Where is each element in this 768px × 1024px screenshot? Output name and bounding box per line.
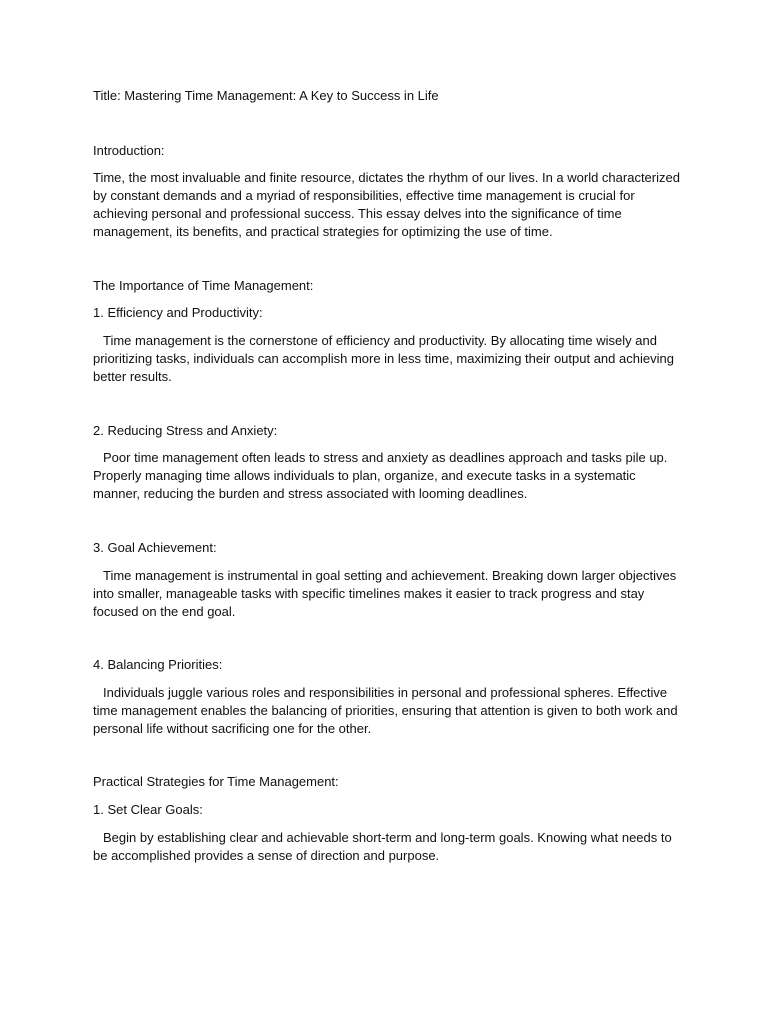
importance-point-heading: 3. Goal Achievement:	[93, 540, 217, 555]
importance-point-heading: 1. Efficiency and Productivity:	[93, 305, 263, 320]
strategy-point-heading: 1. Set Clear Goals:	[93, 802, 203, 817]
importance-point-heading: 4. Balancing Priorities:	[93, 657, 223, 672]
introduction-paragraph: Time, the most invaluable and finite resource, dictates the rhythm of our lives. In a world characterized by constant demands and a myriad of responsibilities, effective time management is crucial for achieving personal and professional success. This essay delves into the significance of time management, its benefits, and practical strategies for optimizing the use of time.	[93, 170, 680, 239]
importance-point-heading: 2. Reducing Stress and Anxiety:	[93, 423, 278, 438]
strategy-point-body: Begin by establishing clear and achievable short-term and long-term goals. Knowing what needs to be accomplished provides a sense of direction and purpose.	[93, 830, 672, 863]
strategies-heading: Practical Strategies for Time Management:	[93, 774, 339, 789]
importance-point-body: Time management is the cornerstone of efficiency and productivity. By allocating time wisely and prioritizing tasks, individuals can accomplish more in less time, maximizing their output and achieving better results.	[93, 333, 674, 384]
introduction-heading: Introduction:	[93, 143, 165, 158]
importance-heading: The Importance of Time Management:	[93, 278, 314, 293]
importance-point-body: Time management is instrumental in goal setting and achievement. Breaking down larger objectives into smaller, manageable tasks with specific timelines makes it easier to track progress and stay focused on the end goal.	[93, 568, 677, 619]
importance-point-body: Individuals juggle various roles and responsibilities in personal and professional spheres. Effective time management enables the balancing of priorities, ensuring that attention is given to both work and personal life without sacrificing one for the other.	[93, 685, 678, 736]
importance-point-body: Poor time management often leads to stress and anxiety as deadlines approach and tasks pile up. Properly managing time allows individuals to plan, organize, and execute tasks in a systematic manner, reducing the burden and stress associated with looming deadlines.	[93, 450, 668, 501]
document-title: Title: Mastering Time Management: A Key to Success in Life	[93, 88, 439, 103]
